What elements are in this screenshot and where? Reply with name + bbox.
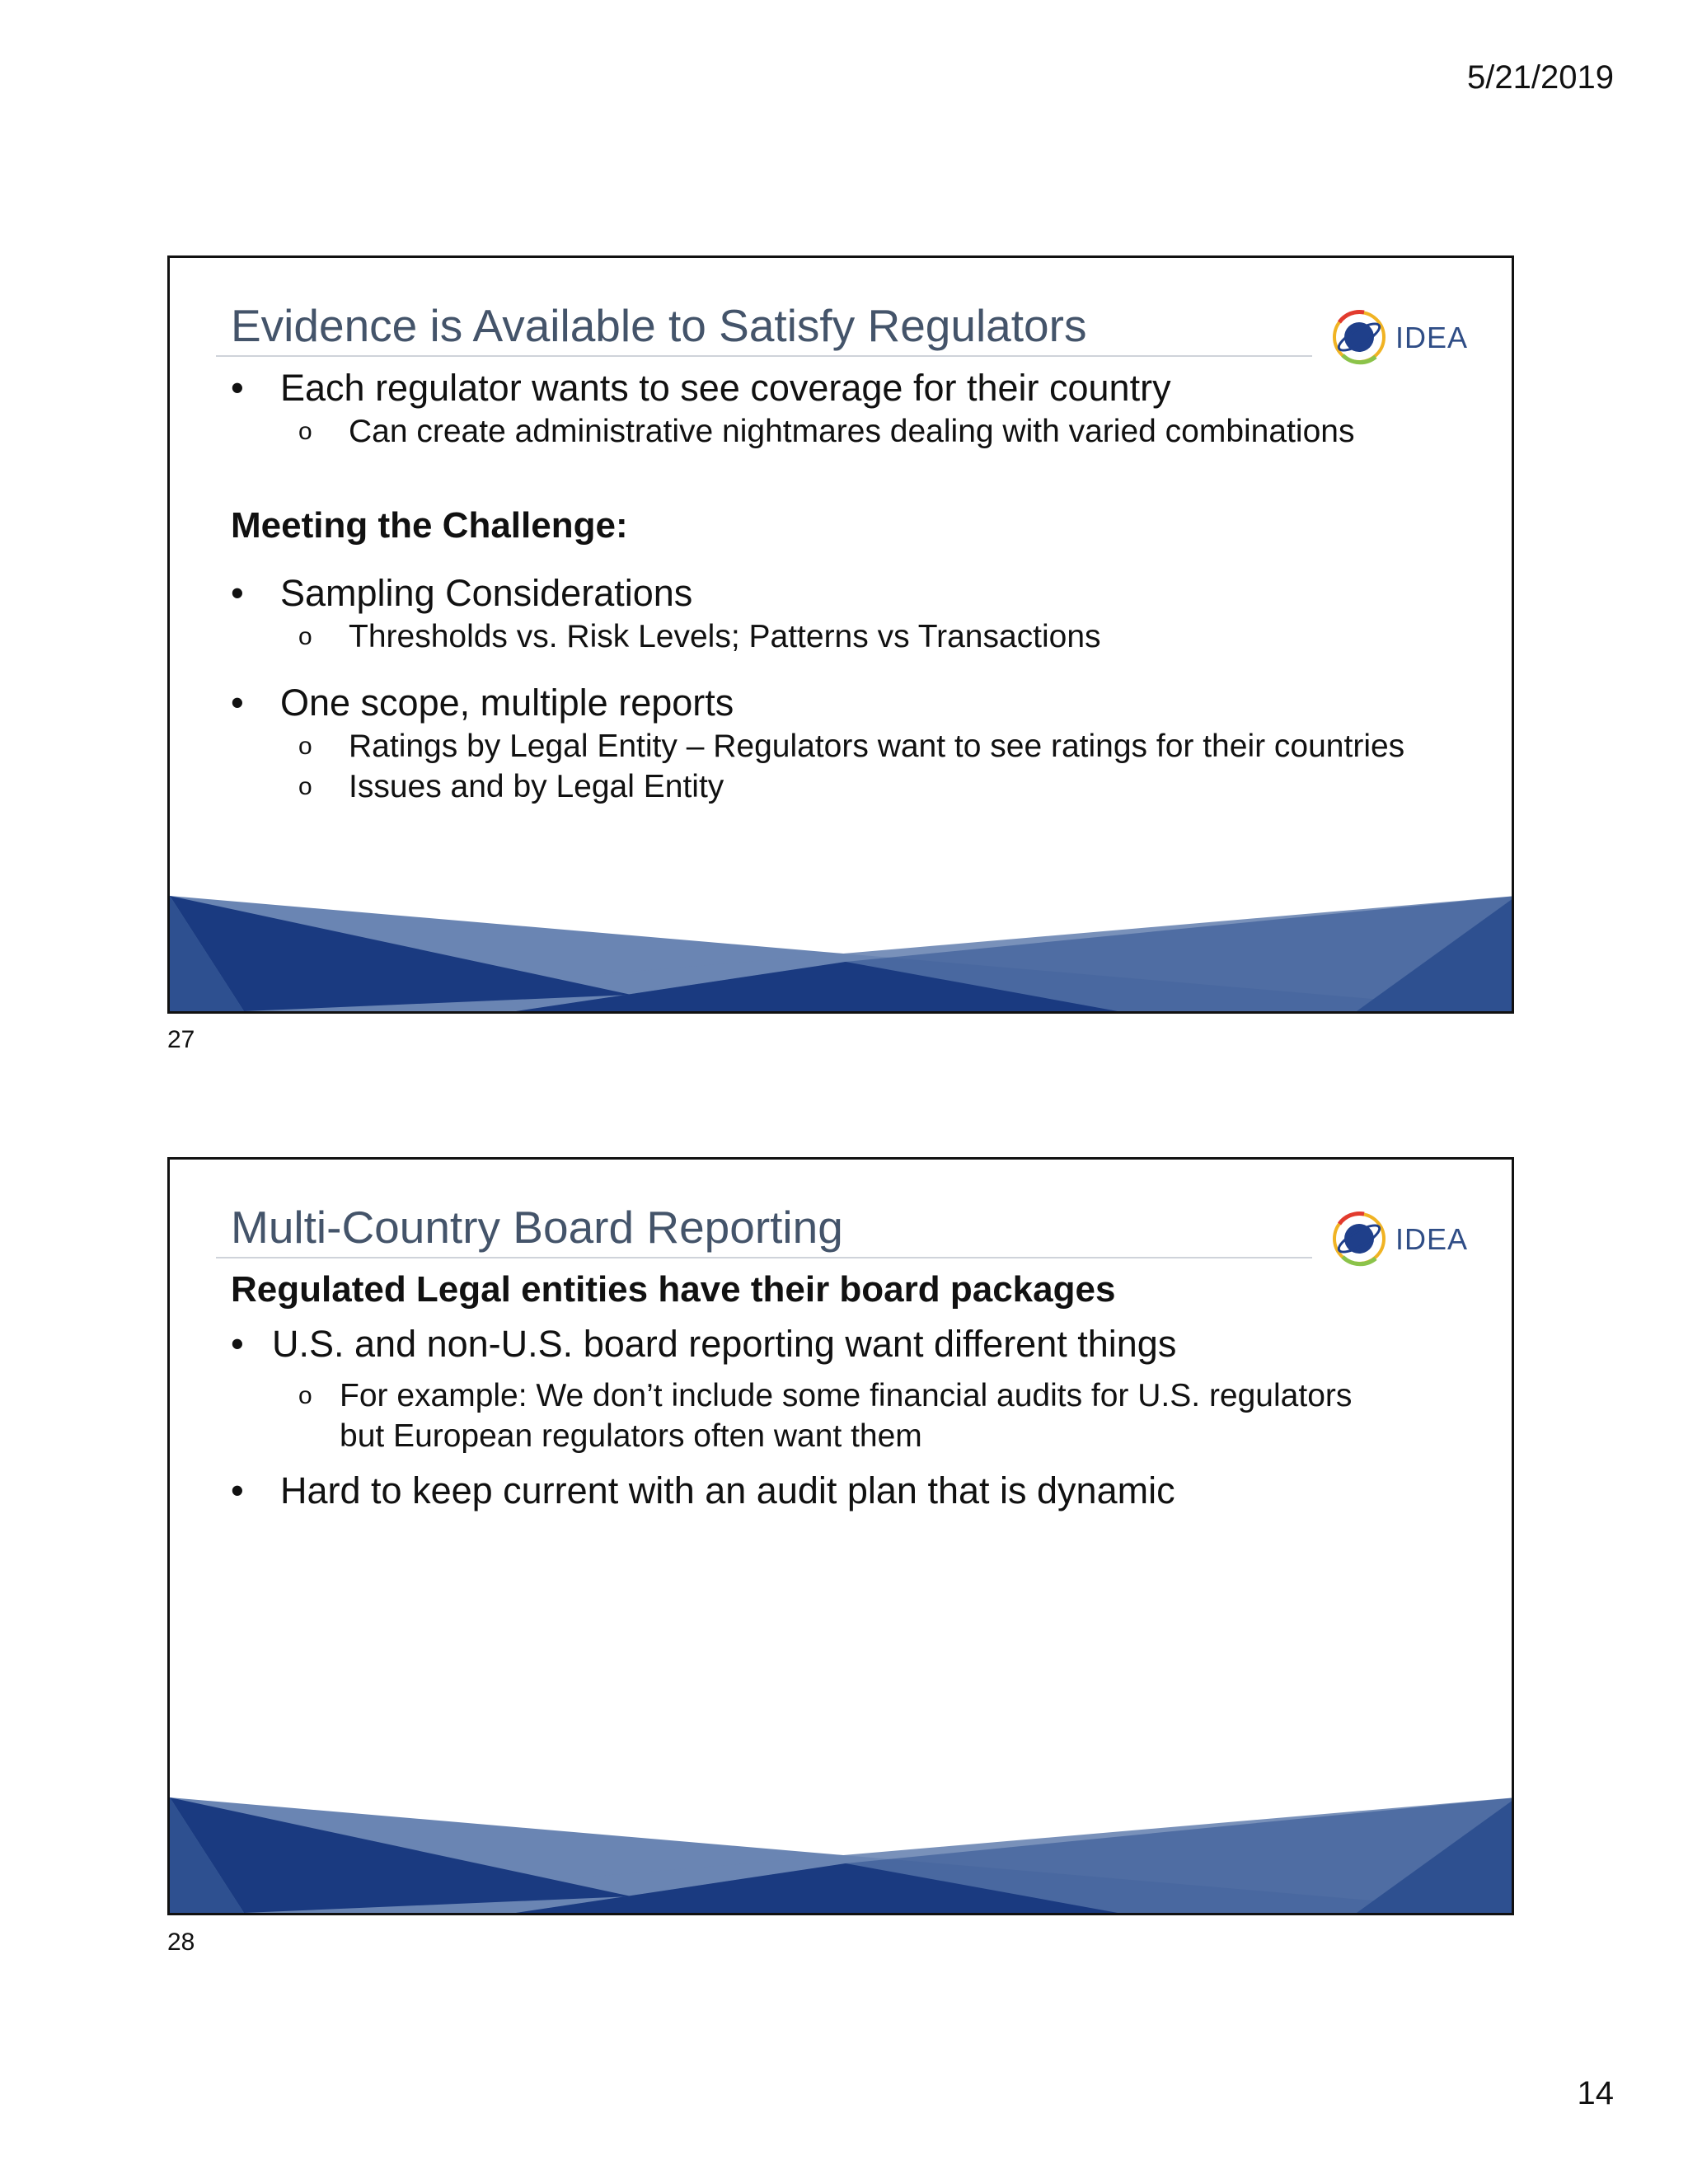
page-number: 14 — [1577, 2075, 1614, 2111]
bullet-item — [231, 1321, 1462, 1367]
bullet-item — [231, 570, 1462, 616]
bullet-item — [231, 1468, 1462, 1514]
sub-bullet-item — [231, 411, 1462, 452]
bullet-text: Each regulator wants to see coverage for their country — [280, 367, 1171, 409]
idea-logo — [1331, 1207, 1475, 1272]
slide-number: 27 — [167, 1026, 195, 1053]
sub-bullet-item — [231, 616, 1462, 657]
sub-bullet-text: Issues and by Legal Entity — [349, 769, 724, 804]
sub-bullet-continuation — [231, 1416, 1462, 1456]
bullet-text: U.S. and non-U.S. board reporting want different things — [272, 1323, 1177, 1365]
title-divider — [216, 355, 1312, 357]
section-heading: Meeting the Challenge: — [231, 505, 628, 546]
globe-icon — [1331, 306, 1389, 370]
bullet-item — [231, 680, 1462, 726]
bullet-text: Sampling Considerations — [280, 572, 693, 614]
slide-number: 28 — [167, 1929, 195, 1956]
slide-title: Evidence is Available to Satisfy Regulators — [231, 300, 1087, 351]
section-heading: Regulated Legal entities have their board packages — [231, 1269, 1116, 1310]
slide-title: Multi-Country Board Reporting — [231, 1202, 843, 1253]
slide-footer-decoration — [170, 896, 1514, 1011]
bullet-icon: • — [231, 1469, 244, 1511]
sub-bullet-item — [231, 766, 1462, 807]
bullet-icon: • — [231, 682, 244, 724]
slide-body — [231, 365, 1462, 807]
title-divider — [216, 1257, 1312, 1258]
sub-bullet-item — [231, 726, 1462, 766]
sub-bullet-icon: o — [298, 733, 312, 760]
slide-footer-decoration — [170, 1797, 1514, 1913]
slide-28 — [167, 1157, 1514, 1915]
idea-logo — [1331, 306, 1475, 370]
logo-text: IDEA — [1395, 1222, 1469, 1256]
bullet-icon: • — [231, 367, 244, 409]
bullet-text: Hard to keep current with an audit plan that is dynamic — [280, 1469, 1175, 1511]
logo-text: IDEA — [1395, 321, 1469, 354]
page-date: 5/21/2019 — [1467, 59, 1614, 96]
sub-bullet-icon: o — [298, 623, 312, 650]
bullet-icon: • — [231, 572, 244, 614]
sub-bullet-item — [231, 1376, 1462, 1416]
sub-bullet-text: For example: We don’t include some financial audits for U.S. regulators — [340, 1378, 1353, 1413]
slide-body — [231, 1267, 1462, 1514]
sub-bullet-icon: o — [298, 773, 312, 800]
globe-icon — [1331, 1207, 1389, 1272]
sub-bullet-icon: o — [298, 1382, 312, 1409]
bullet-item — [231, 365, 1462, 411]
sub-bullet-text: Thresholds vs. Risk Levels; Patterns vs Transactions — [349, 619, 1101, 654]
bullet-icon: • — [231, 1323, 244, 1365]
sub-bullet-text: Can create administrative nightmares dealing with varied combinations — [349, 414, 1355, 449]
sub-bullet-icon: o — [298, 418, 312, 445]
slide-27 — [167, 255, 1514, 1014]
bullet-text: One scope, multiple reports — [280, 682, 734, 724]
sub-bullet-text: but European regulators often want them — [340, 1418, 922, 1454]
sub-bullet-text: Ratings by Legal Entity – Regulators want to see ratings for their countries — [349, 729, 1405, 764]
